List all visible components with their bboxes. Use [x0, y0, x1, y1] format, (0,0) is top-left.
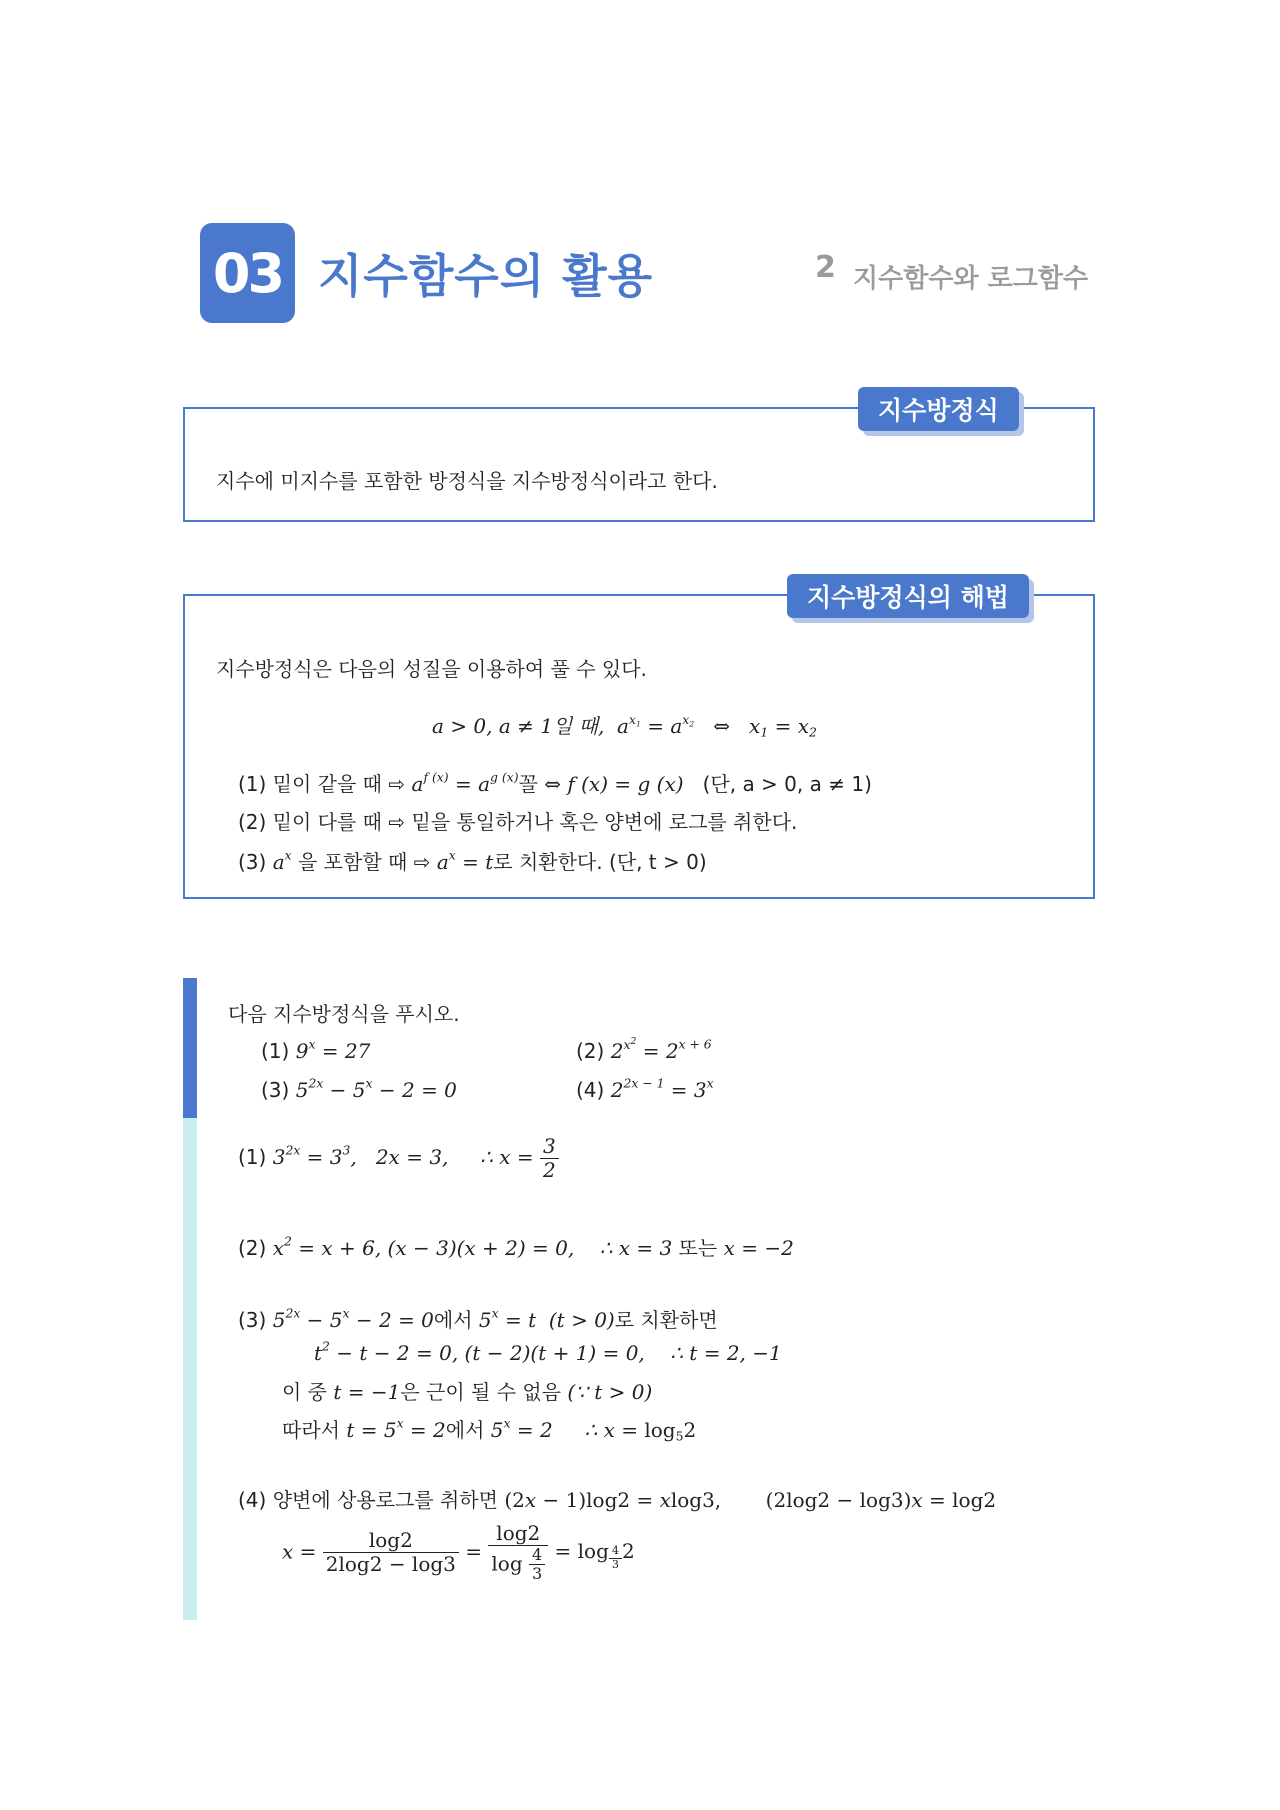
method-tag: 지수방정식의 해법 — [787, 574, 1029, 618]
solution-4-line-1: (4) 양변에 상용로그를 취하면 (2x − 1)log2 = xlog3, (2log2 − log3)x = log2 — [238, 1488, 997, 1512]
problem-3: (3) $5^{2x} - 5^x - 2 = 0$ — [261, 1075, 457, 1102]
method-rule-2: (2) 밑이 다를 때 ⇨ 밑을 통일하거나 혹은 양변에 로그를 취한다. — [238, 810, 798, 834]
method-rule-3 — [238, 846, 707, 875]
rule1-form: 꼴 — [518, 772, 538, 796]
example-bar-solution — [183, 1118, 197, 1620]
arrow-icon: ⇨ — [388, 772, 412, 796]
solution-2: (2) $x^2 = x + 6$, (x − 3)(x + 2) = 0, ∴ x = 3 또는 x = −2 — [238, 1233, 794, 1260]
unit-number: 2 — [815, 250, 836, 285]
example-bar-question — [183, 978, 197, 1118]
problem-4: (4) $2^{2x - 1} = 3^x$ — [576, 1075, 714, 1102]
method-property — [432, 710, 817, 739]
solution-4-line-2: x = $\frac{\log 2}{2\log 2 - \log 3}$ = log2 log $\frac{4}{3}$ = log $_{\frac{4}{3}}$ 2 — [282, 1521, 635, 1584]
rule3-label: (3) — [238, 850, 267, 874]
solution-3-line-3: 이 중 t = −1은 근이 될 수 없음 (∵ t > 0) — [282, 1380, 653, 1404]
problem-1: (1) $9^x = 27$ — [261, 1036, 371, 1063]
property-formula: $a^{x_1} = a^{x_2}$ ⇔ $x_1 = x_2$ — [617, 711, 817, 740]
rule1-formula: $a^{f (x)} = a^{g (x)}$ — [411, 769, 519, 796]
definition-text: 지수에 미지수를 포함한 방정식을 지수방정식이라고 한다. — [216, 469, 718, 493]
rule3-end: 로 치환한다. — [493, 850, 603, 874]
example-question: 다음 지수방정식을 푸시오. — [228, 1002, 460, 1026]
method-rule-1 — [238, 768, 872, 797]
rule1-label: (1) 밑이 같을 때 — [238, 772, 383, 796]
fraction: $\frac{\log 2}{2\log 2 - \log 3}$ — [323, 1529, 459, 1576]
rule3-mid: 을 포함할 때 — [298, 850, 408, 874]
solution-3-line-1: (3) $5^{2x} - 5^x - 2 = 0$에서 $5^x = t$ (t > 0)로 치환하면 — [238, 1305, 718, 1332]
property-prefix: a > 0, a ≠ 1일 때, — [432, 714, 605, 738]
fraction: $\frac{3}{2}$ — [540, 1135, 559, 1182]
rule1-equiv: ⇔ f (x) = g (x) — [544, 772, 684, 796]
rule3-var: $a^x$ — [272, 847, 292, 874]
rule3-sub: $a^x = t$ — [436, 847, 494, 874]
rule3-note: (단, t > 0) — [608, 850, 707, 874]
rule1-note: (단, a > 0, a ≠ 1) — [702, 772, 872, 796]
arrow-icon: ⇨ — [413, 850, 437, 874]
definition-tag: 지수방정식 — [858, 387, 1019, 431]
problem-2: (2) $2^{x^2} = 2^{x + 6}$ — [576, 1035, 712, 1063]
solution-3-line-2: $t^2 - t - 2 = 0$, (t − 2)(t + 1) = 0, ∴ t = 2, −1 — [314, 1338, 782, 1365]
unit-title: 지수함수와 로그함수 — [853, 264, 1089, 294]
method-intro: 지수방정식은 다음의 성질을 이용하여 풀 수 있다. — [216, 657, 647, 681]
solution-1: (1) $3^{2x} = 3^3$, 2x = 3, ∴ x = $\frac{3}{2}$ — [238, 1135, 559, 1182]
chapter-number-badge: 03 — [200, 223, 295, 323]
fraction: log2 log $\frac{4}{3}$ — [488, 1522, 548, 1584]
solution-3-line-4: 따라서 $t = 5^x = 2$에서 $5^x = 2$ ∴ $x = \log_52$ — [282, 1415, 697, 1444]
chapter-title: 지수함수의 활용 — [318, 249, 654, 303]
